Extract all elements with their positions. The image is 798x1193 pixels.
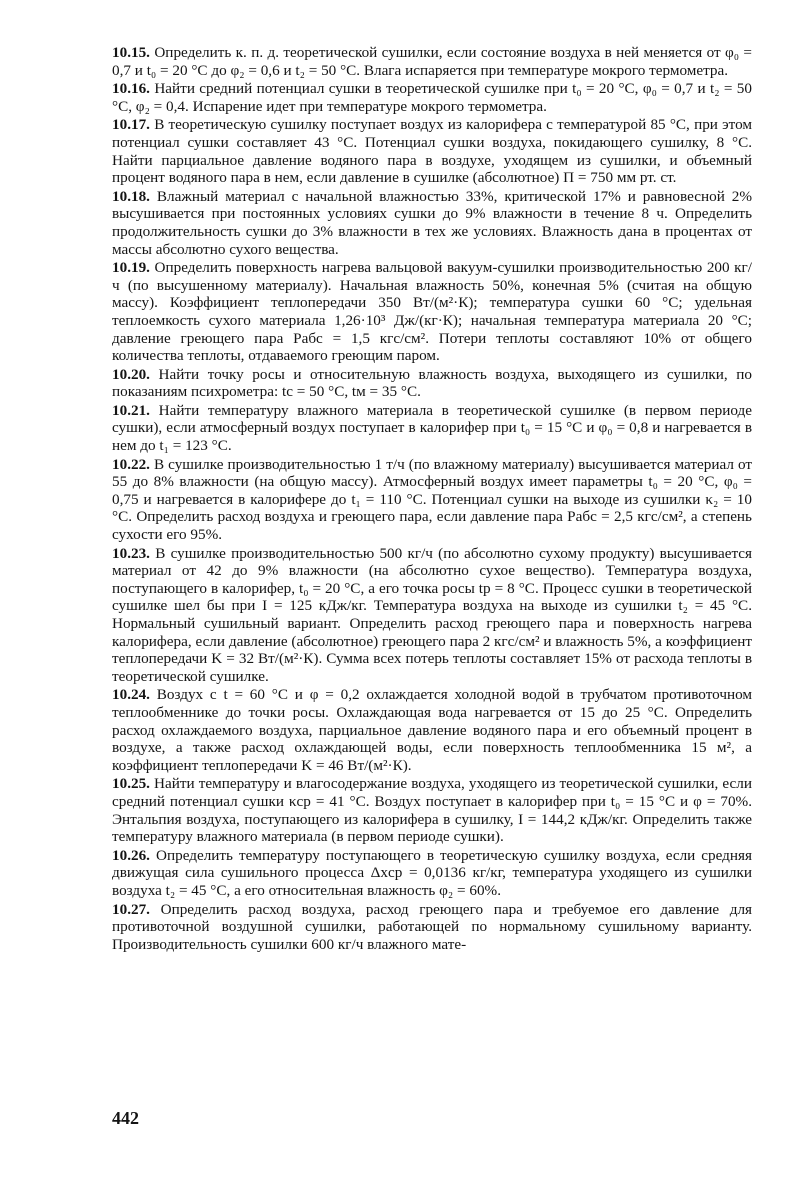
problem-text: Определить температуру поступающего в теоретическую сушилку воздуха, если средняя движущая сила сушильного процесса Δxср = 0,0136 кг/кг, температура уходящего из сушилки воздуха t₂ = 45 °С, а его относительная влажность φ₂ = 60%.	[112, 846, 753, 899]
problem-10-18	[112, 188, 752, 258]
problem-10-27	[112, 901, 752, 954]
problem-10-20	[112, 366, 752, 401]
problem-text: Определить поверхность нагрева вальцовой вакуум-сушилки производительностью 200 кг/ч (по высушенному материалу). Начальная влажность 50%, конечная 5% (считая на общую массу). Коэффициент теплопередачи 350 Вт/(м²·К); температура сушки 60 °С; удельная теплоемкость сухого материала 1,26·10³ Дж/(кг·К); начальная температура материала 20 °С; давление греющего пара Pабс = 1,5 кгс/см². Потери теплоты составляют 10% от общего количества теплоты, отдаваемого греющим паром.	[112, 259, 752, 365]
problem-10-17	[112, 116, 752, 186]
problem-text: Найти температуру влажного материала в теоретической сушилке (в первом периоде сушки), если атмосферный воздух поступает в калорифер при t₀ = 15 °С и φ₀ = 0,8 и нагревается в нем до t₁ = 123 °С.	[112, 401, 753, 455]
problem-number: 10.16.	[112, 80, 150, 98]
problem-number: 10.17.	[112, 116, 150, 134]
problem-text: Найти температуру и влагосодержание воздуха, уходящего из теоретической сушилки, если средний потенциал сушки κср = 41 °С. Воздух поступает в калорифер при t₀ = 15 °С и φ = 70%. Энтальпия воздуха, поступающего из калорифера в сушилку, I = 144,2 кДж/кг. Определить также температуру влажного материала (в первом периоде сушки).	[112, 775, 752, 846]
problem-text: Влажный материал с начальной влажностью 33%, критической 17% и равновесной 2% высушивается при постоянных условиях сушки до 9% влажности в течение 8 ч. Определить продолжительность сушки до 3% влажности в тех же условиях. Влажность дана в процентах от массы абсолютно сухого вещества.	[112, 187, 752, 258]
problem-number: 10.22.	[112, 455, 150, 473]
problem-number: 10.23.	[112, 544, 150, 562]
problem-10-19	[112, 259, 752, 365]
problem-number: 10.24.	[112, 686, 150, 704]
problem-text: В сушилке производительностью 500 кг/ч (по абсолютно сухому продукту) высушивается материал от 42 до 9% влажности (на абсолютно сухое вещество). Температура воздуха, поступающего в калорифер, t₀ = 20 °С, а его точка росы tр = 8 °С. Процесс сушки в теоретической сушилке шел бы при I = 125 кДж/кг. Температура воздуха на выходе из сушилки t₂ = 45 °С. Нормальный сушильный вариант. Определить расход греющего пара и поверхность нагрева калорифера, если давление (абсолютное) греющего пара 2 кгс/см² и влажность 5%, а коэффициент теплопередачи K = 32 Вт/(м²·К). Сумма всех потерь теплоты составляет 15% от расхода теплоты в теоретической сушилке.	[112, 544, 752, 685]
problem-10-16	[112, 80, 752, 115]
problem-10-23	[112, 545, 752, 686]
problem-number: 10.25.	[112, 775, 150, 793]
problem-number: 10.15.	[112, 44, 150, 61]
problem-text: В сушилке производительностью 1 т/ч (по влажному материалу) высушивается материал от 55 до 8% влажности (на общую массу). Атмосферный воздух имеет параметры t₀ = 20 °С, φ₀ = 0,75 и нагревается в калорифере до t₁ = 110 °С. Потенциал сушки на выходе из сушилки κ₂ = 10 °С. Определить расход воздуха и греющего пара, если давление пара Pабс = 2,5 кгс/см², а степень сухости его 95%.	[112, 455, 752, 544]
problem-number: 10.27.	[112, 900, 150, 918]
problem-text: Определить расход воздуха, расход греющего пара и требуемое его давление для противоточной воздушной сушилки, работающей по нормальному сушильному варианту. Производительность сушилки 600 кг/ч влажного мате-	[112, 900, 753, 953]
problem-text: Найти точку росы и относительную влажность воздуха, выходящего из сушилки, по показаниям психрометра: tс = 50 °С, tм = 35 °С.	[112, 365, 753, 401]
problem-10-25	[112, 775, 752, 845]
problem-10-26	[112, 847, 752, 900]
problem-text: В теоретическую сушилку поступает воздух из калорифера с температурой 85 °С, при этом потенциал сушки составляет 43 °С. Потенциал сушки воздуха, покидающего сушилку, 8 °С. Найти парциальное давление водяного пара в воздухе, уходящем из сушилки, и объемный процент водяного пара в нем, если давление в сушилке (абсолютное) П = 750 мм рт. ст.	[112, 116, 752, 187]
problem-10-15	[112, 44, 752, 79]
problem-10-22	[112, 456, 752, 544]
problem-number: 10.19.	[112, 259, 150, 277]
problem-text: Воздух с t = 60 °С и φ = 0,2 охлаждается холодной водой в трубчатом противоточном теплообменнике до точки росы. Охлаждающая вода нагревается от 15 до 25 °С. Определить расход охлаждаемого воздуха, парциальное давление водяного пара и его объемный процент в воздухе, а также расход охлаждающей воды, если поверхность теплообменника 15 м², а коэффициент теплопередачи K = 46 Вт/(м²·К).	[112, 686, 753, 774]
page-number: 442	[112, 1108, 139, 1128]
problem-number: 10.20.	[112, 365, 150, 383]
problem-text: Найти средний потенциал сушки в теоретической сушилке при t₀ = 20 °С, φ₀ = 0,7 и t₂ = 50 °С, φ₂ = 0,4. Испарение идет при температуре мокрого термометра.	[112, 80, 752, 115]
problem-number: 10.26.	[112, 846, 150, 864]
problem-text: Определить к. п. д. теоретической сушилки, если состояние воздуха в ней меняется от φ₀ = 0,7 и t₀ = 20 °С до φ₂ = 0,6 и t₂ = 50 °С. Влага испаряется при температуре мокрого термометра.	[112, 44, 752, 79]
problem-number: 10.21.	[112, 401, 150, 419]
problem-number: 10.18.	[112, 187, 150, 205]
problem-10-21	[112, 402, 752, 455]
problem-10-24	[112, 686, 752, 774]
